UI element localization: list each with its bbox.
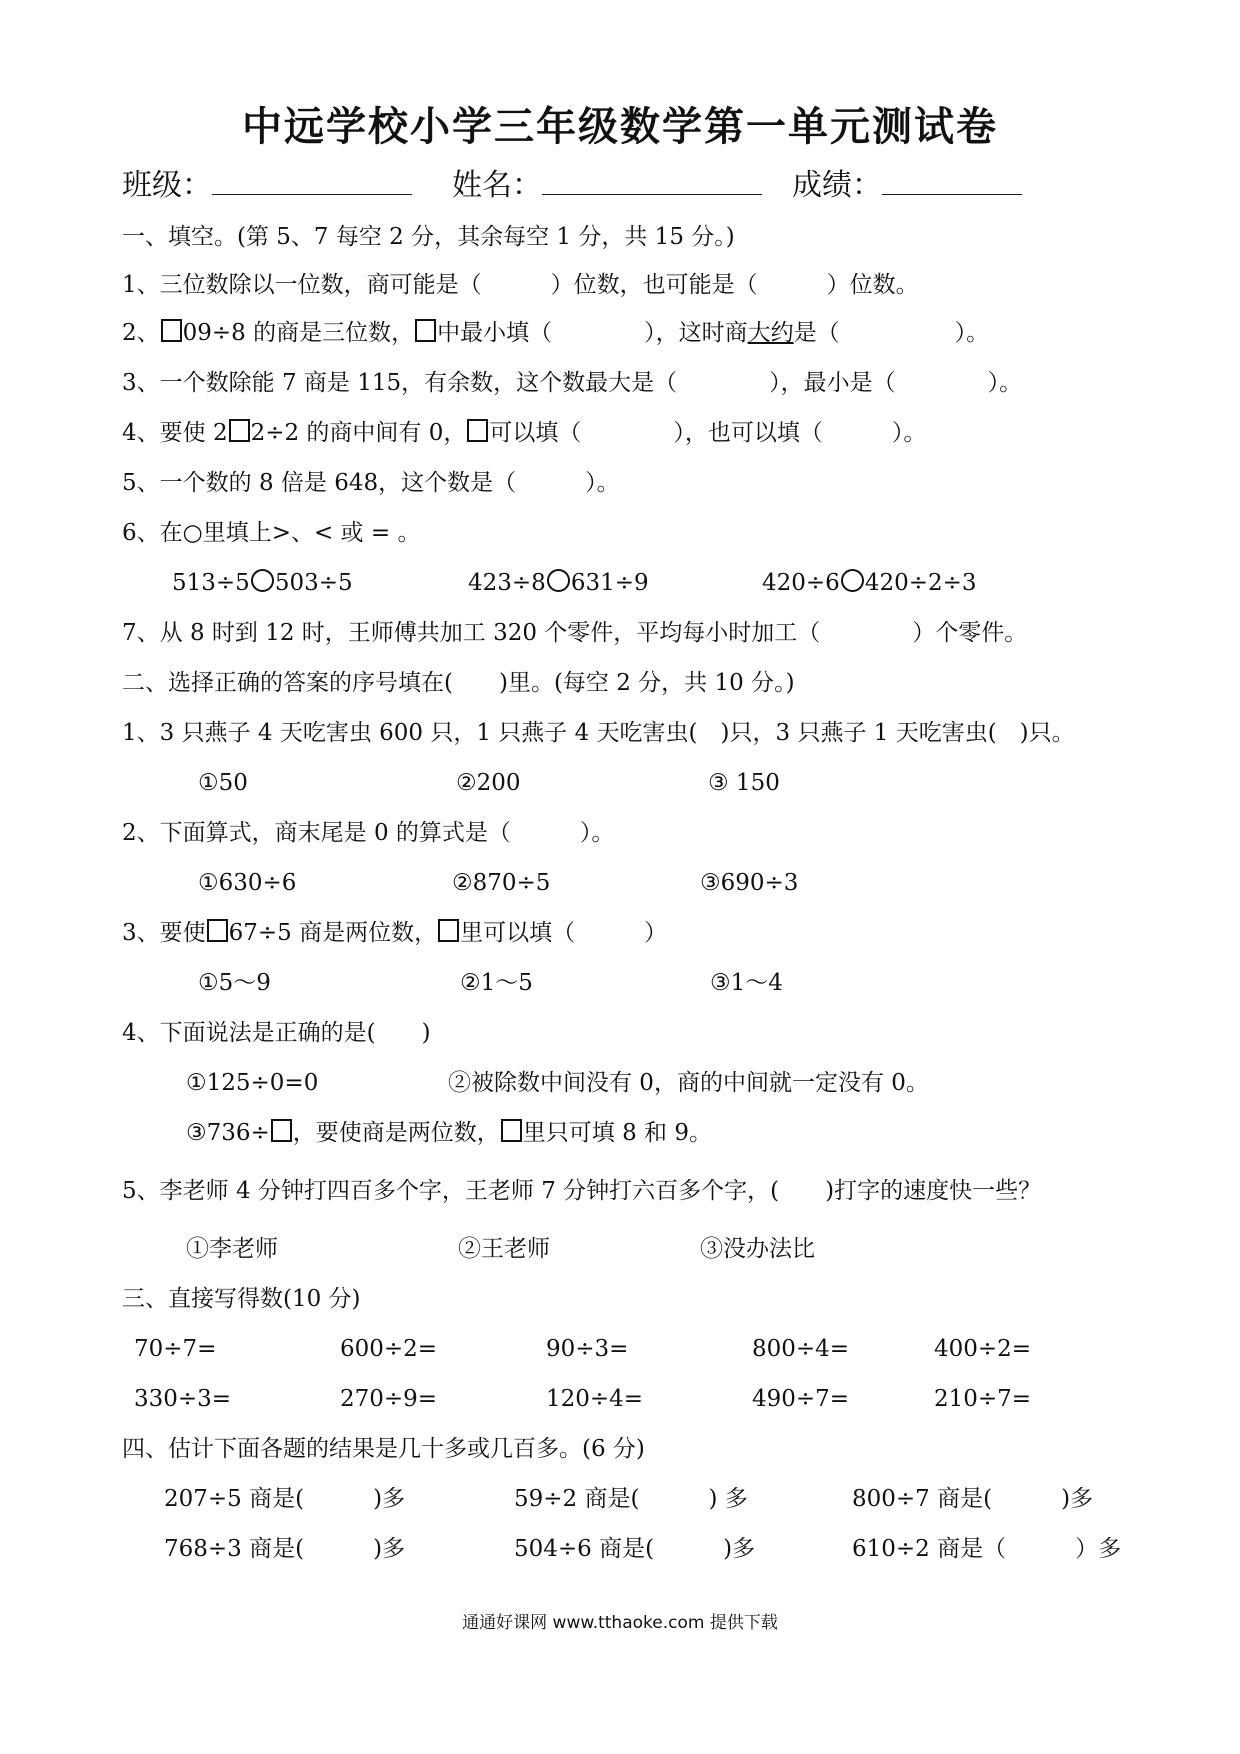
compare-3-left: 420÷6 — [762, 570, 840, 596]
class-field — [122, 160, 412, 204]
s2-question-3 — [122, 918, 667, 948]
option: ①5～9 — [198, 970, 271, 996]
s2-q4-option-3 — [186, 1118, 712, 1148]
q3-part3: 里可以填（ ） — [460, 920, 668, 946]
estimate-item: 504÷6 商是( )多 — [514, 1536, 756, 1562]
q3-part2: 67÷5 商是两位数， — [228, 920, 438, 946]
calc-item: 120÷4= — [546, 1386, 644, 1412]
name-blank[interactable] — [542, 168, 762, 195]
compare-1-right: 503÷5 — [274, 570, 353, 596]
option: ①125÷0=0 — [186, 1070, 319, 1096]
s2-question-1: 1、3 只燕子 4 天吃害虫 600 只，1 只燕子 4 天吃害虫( )只，3 只燕子 1 天吃害虫( )只。 — [122, 720, 1075, 746]
blank-box-icon — [501, 1119, 522, 1142]
q4opt3-part1: ③736÷ — [186, 1120, 270, 1146]
option: ③没办法比 — [700, 1236, 815, 1262]
s1-question-3: 3、一个数除能 7 商是 115，有余数，这个数最大是（ ），最小是（ ）。 — [122, 370, 1023, 396]
s1-question-4 — [122, 418, 926, 448]
s2-question-5: 5、李老师 4 分钟打四百多个字，王老师 7 分钟打六百多个字，( )打字的速度快一些？ — [122, 1178, 1042, 1204]
q4-part2: 2÷2 的商中间有 0， — [250, 420, 467, 446]
calc-item: 90÷3= — [546, 1336, 629, 1362]
score-label: 成绩： — [792, 168, 882, 203]
calc-item: 800÷4= — [752, 1336, 850, 1362]
q4opt3-part2: ，要使商是两位数， — [292, 1120, 500, 1146]
circle-blank-icon[interactable] — [251, 569, 274, 592]
option: ③ 150 — [708, 770, 780, 796]
q4-part3: 可以填（ ），也可以填（ ）。 — [489, 420, 927, 446]
q2-prefix: 2、 — [122, 320, 160, 346]
compare-2-left: 423÷8 — [468, 570, 546, 596]
option: ①李老师 — [186, 1236, 278, 1262]
compare-3 — [762, 568, 977, 598]
calc-item: 270÷9= — [340, 1386, 438, 1412]
option: ③1～4 — [710, 970, 783, 996]
s2-question-2: 2、下面算式，商末尾是 0 的算式是（ ）。 — [122, 820, 615, 846]
score-blank[interactable] — [882, 168, 1022, 195]
estimate-item: 800÷7 商是( )多 — [852, 1486, 1094, 1512]
blank-box-icon — [229, 419, 250, 442]
estimate-item: 768÷3 商是( )多 — [164, 1536, 406, 1562]
blank-box-icon — [271, 1119, 292, 1142]
estimate-item: 59÷2 商是( ) 多 — [514, 1486, 748, 1512]
calc-item: 330÷3= — [134, 1386, 232, 1412]
page-title: 中远学校小学三年级数学第一单元测试卷 — [242, 104, 998, 150]
class-label: 班级： — [122, 168, 212, 203]
compare-1-left: 513÷5 — [172, 570, 250, 596]
section1-heading: 一、填空。(第 5、7 每空 2 分，其余每空 1 分，共 15 分。) — [122, 224, 735, 250]
circle-blank-icon[interactable] — [841, 569, 864, 592]
calc-item: 210÷7= — [934, 1386, 1032, 1412]
q2-part2: 中最小填（ ），这时商 — [437, 320, 748, 346]
option: ②王老师 — [458, 1236, 550, 1262]
s2-question-4: 4、下面说法是正确的是( ) — [122, 1020, 431, 1046]
option: ②1～5 — [460, 970, 533, 996]
score-field — [792, 160, 1022, 204]
q4opt3-part3: 里只可填 8 和 9。 — [522, 1120, 712, 1146]
blank-box-icon — [161, 319, 182, 342]
option: ①50 — [198, 770, 248, 796]
option: ②200 — [456, 770, 521, 796]
s1-question-5: 5、一个数的 8 倍是 648，这个数是（ ）。 — [122, 470, 620, 496]
blank-box-icon — [207, 919, 228, 942]
compare-2 — [468, 568, 649, 598]
circle-blank-icon[interactable] — [547, 569, 570, 592]
compare-3-right: 420÷2÷3 — [864, 570, 977, 596]
blank-box-icon — [415, 319, 436, 342]
name-label: 姓名： — [452, 168, 542, 203]
blank-box-icon — [438, 919, 459, 942]
q2-part3: 是（ ）。 — [793, 320, 990, 346]
section4-heading: 四、估计下面各题的结果是几十多或几百多。(6 分) — [122, 1436, 645, 1462]
s1-question-1: 1、三位数除以一位数，商可能是（ ）位数，也可能是（ ）位数。 — [122, 272, 919, 298]
option: ③690÷3 — [700, 870, 799, 896]
q4-part1: 4、要使 2 — [122, 420, 228, 446]
compare-2-right: 631÷9 — [570, 570, 649, 596]
footer-credit: 通通好课网 www.tthaoke.com 提供下载 — [462, 1613, 778, 1633]
calc-item: 70÷7= — [134, 1336, 217, 1362]
q3-part1: 3、要使 — [122, 920, 206, 946]
option: ②870÷5 — [452, 870, 551, 896]
section2-heading: 二、选择正确的答案的序号填在( )里。(每空 2 分，共 10 分。) — [122, 670, 795, 696]
q2-part1: 09÷8 的商是三位数， — [182, 320, 415, 346]
class-blank[interactable] — [212, 168, 412, 195]
option: ②被除数中间没有 0，商的中间就一定没有 0。 — [448, 1070, 929, 1096]
s1-question-2 — [122, 318, 989, 348]
calc-item: 600÷2= — [340, 1336, 438, 1362]
q2-underlined: 大约 — [747, 320, 794, 346]
s1-question-6: 6、在○里填上>、< 或 = 。 — [122, 520, 421, 546]
calc-item: 490÷7= — [752, 1386, 850, 1412]
estimate-item: 610÷2 商是（ ）多 — [852, 1536, 1122, 1562]
calc-item: 400÷2= — [934, 1336, 1032, 1362]
option: ①630÷6 — [198, 870, 297, 896]
name-field — [452, 160, 762, 204]
estimate-item: 207÷5 商是( )多 — [164, 1486, 406, 1512]
s1-question-7: 7、从 8 时到 12 时，王师傅共加工 320 个零件，平均每小时加工（ ）个零件。 — [122, 620, 1028, 646]
compare-1 — [172, 568, 353, 598]
blank-box-icon — [467, 419, 488, 442]
section3-heading: 三、直接写得数(10 分) — [122, 1286, 361, 1312]
